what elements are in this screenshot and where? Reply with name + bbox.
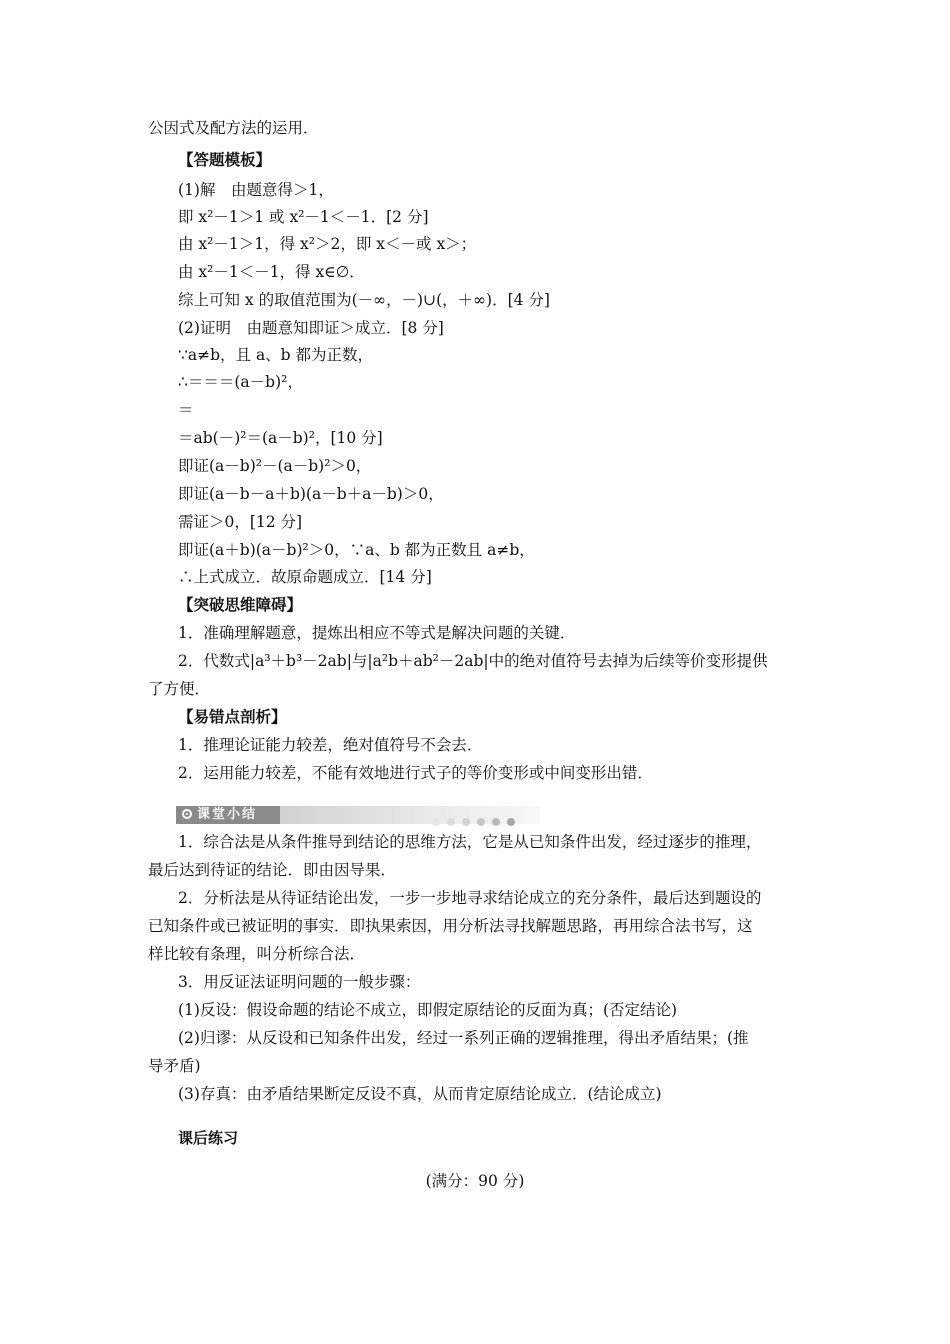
text-line: 2．分析法是从待证结论出发，一步一步地寻求结论成立的充分条件，最后达到题设的 [178,889,762,907]
heading-breakthrough: 【突破思维障碍】 [178,595,303,614]
text-line: 即证(a－b－a＋b)(a－b＋a－b)＞0， [178,485,444,503]
text-line: (2)归谬：从反设和已知条件出发，经过一系列正确的逻辑推理，得出矛盾结果；(推 [178,1029,749,1047]
text-line: ＝ [178,401,194,419]
text-line: 样比较有条理，叫分析综合法． [148,945,366,963]
text-line: 已知条件或已被证明的事实．即执果索因，用分析法寻找解题思路，再用综合法书写，这 [148,917,753,935]
text-line: 需证＞0，[12 分] [178,513,303,531]
decorative-dot-icon [447,818,455,826]
decorative-dot-icon [477,818,485,826]
text-line: 2．代数式|a³＋b³－2ab|与|a²b＋ab²－2ab|中的绝对值符号去掉为后续等价变形提供 [178,652,768,670]
decorative-dot-icon [462,818,470,826]
decorative-dot-icon [492,818,500,826]
heading-error-analysis: 【易错点剖析】 [178,707,287,726]
text-line: ∴＝＝＝(a－b)²， [178,373,303,391]
text-line: 最后达到待证的结论．即由因导果． [148,861,397,879]
text-line: 即证(a－b)²－(a－b)²＞0， [178,457,372,475]
heading-answer-template: 【答题模板】 [178,150,272,169]
text-line: 1．准确理解题意，提炼出相应不等式是解决问题的关键． [178,624,576,642]
text-line: (3)存真：由矛盾结果断定反设不真，从而肯定原结论成立．(结论成立) [178,1085,662,1103]
text-line: ＝ab(－)²＝(a－b)²，[10 分] [178,429,383,447]
banner-label [176,806,280,824]
text-line: 2．运用能力较差，不能有效地进行式子的等价变形或中间变形出错． [178,764,653,782]
text-line: (2)证明 由题意知即证＞成立．[8 分] [178,319,444,337]
decorative-dot-icon [507,818,515,826]
text-line: (1)反设：假设命题的结论不成立，即假定原结论的反面为真；(否定结论) [178,1001,678,1019]
text-line: 即证(a＋b)(a－b)²＞0，∵a、b 都为正数且 a≠b， [178,541,535,559]
decorative-dot-icon [432,818,440,826]
banner-label-text: 课堂小结 [197,807,258,822]
text-line: 由 x²－1＜－1，得 x∈∅． [178,263,365,281]
text-line: 1．推理论证能力较差，绝对值符号不会去． [178,736,483,754]
section-banner-class-summary [176,806,540,824]
target-circle-icon [182,809,192,819]
text-line: ∵a≠b，且 a、b 都为正数， [178,346,374,364]
text-line: 1．综合法是从条件推导到结论的思维方法，它是从已知条件出发，经过逐步的推理， [178,833,762,851]
banner-dots [432,811,522,819]
text-line: 了方便． [148,680,211,698]
text-line: ∴上式成立．故原命题成立．[14 分] [178,568,432,586]
text-line: 即 x²－1＞1 或 x²－1＜－1．[2 分] [178,208,429,226]
text-line: 导矛盾) [148,1057,201,1075]
text-line: (1)解 由题意得＞1， [178,181,334,199]
heading-after-class-practice: 课后练习 [178,1129,239,1147]
text-line: 由 x²－1＞1，得 x²＞2，即 x＜－或 x＞； [178,235,477,253]
text-line: 综上可知 x 的取值范围为(－∞，－)∪(，＋∞)．[4 分] [178,291,550,309]
text-line: 3．用反证法证明问题的一般步骤： [178,973,421,991]
full-score-note: (满分：90 分) [425,1172,525,1190]
text-line: 公因式及配方法的运用． [148,119,319,137]
